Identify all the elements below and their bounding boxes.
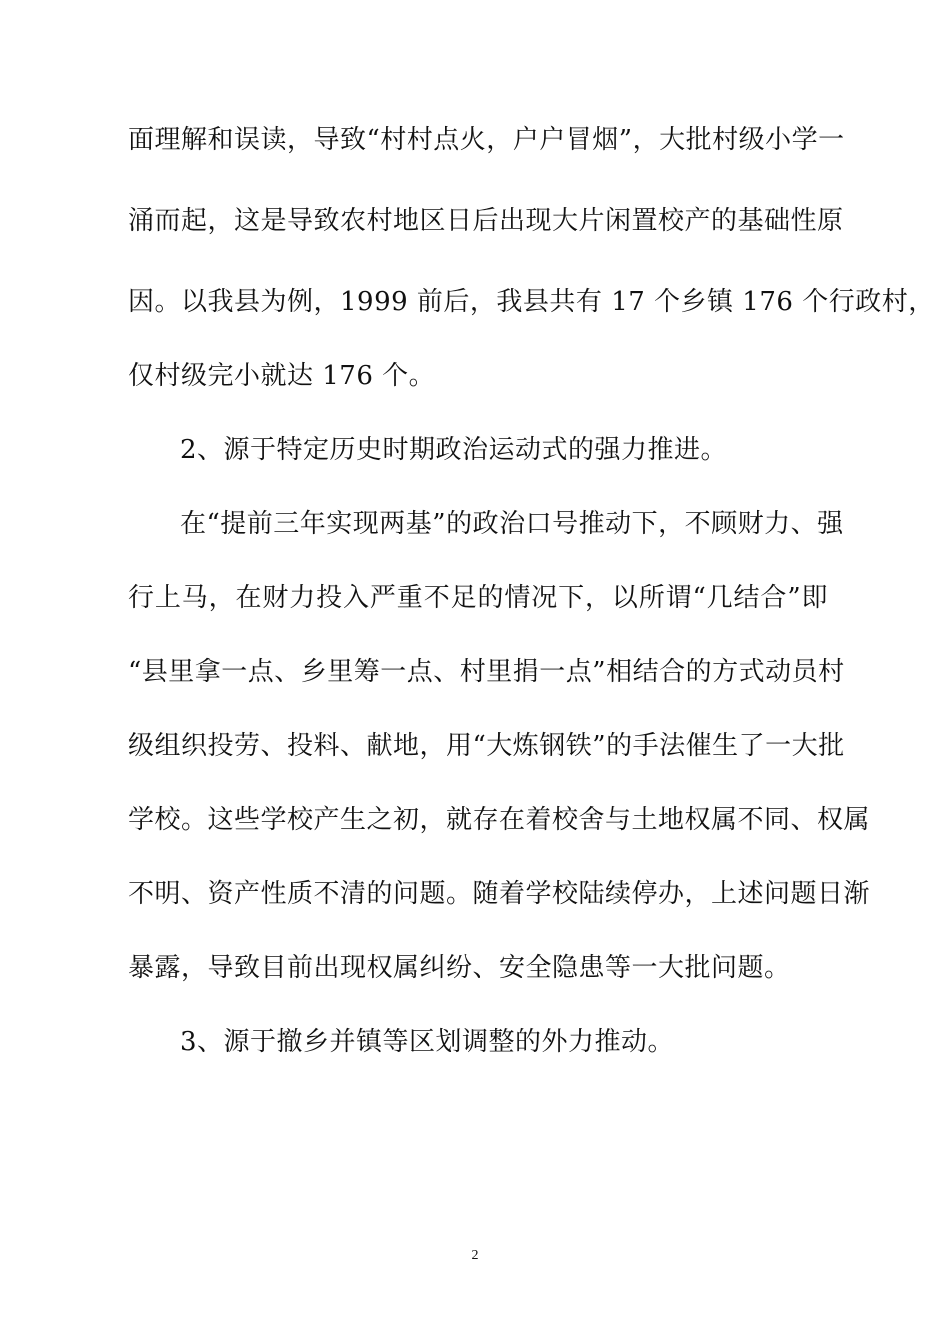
text-line-8: “县里拿一点、乡里筹一点、村里捐一点”相结合的方式动员村 — [128, 657, 845, 687]
section-heading-2: 2、源于特定历史时期政治运动式的强力推进。 — [180, 435, 728, 465]
text-line-3: 因。以我县为例，1999 前后，我县共有 17 个乡镇 176 个行政村， — [128, 287, 935, 317]
text-line-7: 行上马，在财力投入严重不足的情况下，以所谓“几结合”即 — [128, 583, 828, 613]
text-line-1: 面理解和误读，导致“村村点火，户户冒烟”，大批村级小学一 — [128, 125, 845, 155]
text-line-10: 学校。这些学校产生之初，就存在着校舍与土地权属不同、权属 — [128, 805, 871, 835]
text-line-9: 级组织投劳、投料、献地，用“大炼钢铁”的手法催生了一大批 — [128, 731, 845, 761]
text-line-2: 涌而起，这是导致农村地区日后出现大片闲置校产的基础性原 — [128, 206, 844, 236]
text-line-12: 暴露，导致目前出现权属纠纷、安全隐患等一大批问题。 — [128, 953, 791, 983]
page-number: 2 — [471, 1248, 479, 1263]
section-heading-3: 3、源于撤乡并镇等区划调整的外力推动。 — [180, 1027, 675, 1057]
text-line-6: 在“提前三年实现两基”的政治口号推动下，不顾财力、强 — [180, 509, 844, 539]
text-line-4: 仅村级完小就达 176 个。 — [128, 361, 436, 391]
text-line-11: 不明、资产性质不清的问题。随着学校陆续停办，上述问题日渐 — [128, 879, 871, 909]
